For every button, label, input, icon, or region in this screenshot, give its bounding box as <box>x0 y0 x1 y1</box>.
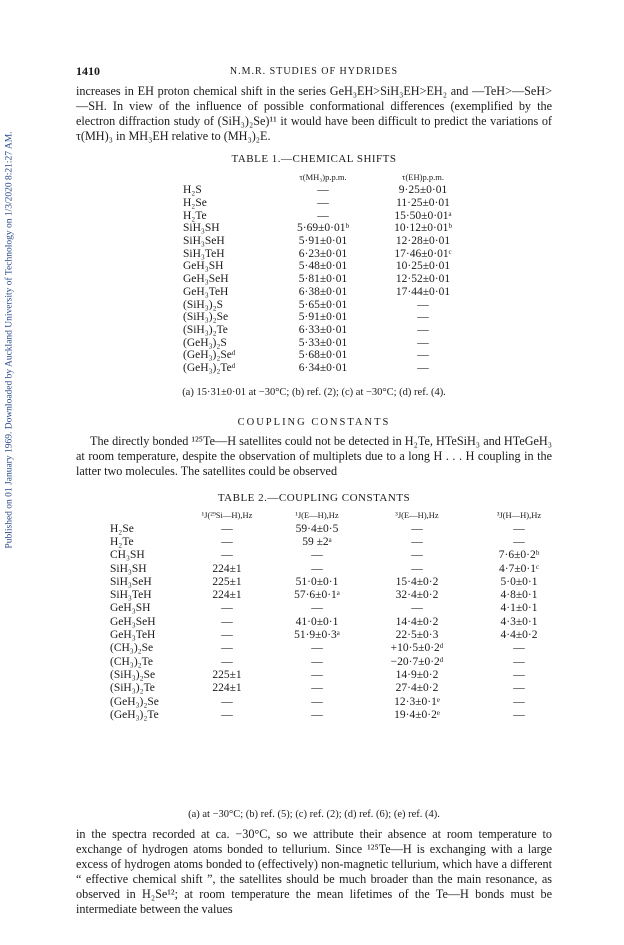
value-cell: — <box>311 668 323 681</box>
value-cell: 4·8±0·1 <box>500 589 538 602</box>
value-cell: 4·3±0·1 <box>500 615 538 628</box>
value-cell: — <box>513 695 525 708</box>
value-cell: 11·25±0·01 <box>396 197 450 210</box>
column-header: τ(EH)p.p.m. <box>402 172 444 182</box>
paragraph-exchange: in the spectra recorded at ca. −30°C, so we attribute their absence at room temperature to exchange of hydrogen atoms bonded to tellurium. Since ¹²⁵Te—H is exchanging with a large excess of hydrogen atoms bonded to (effectively) non-magnetic tellurium, which have a different “ effective chemical shift ”, the satellites should be much broader than the main resonance, as observed in H₂Se¹²; at room temperature the mean lifetimes of the Te—H bonds must be intermediate between the values <box>76 827 552 916</box>
chemical-shifts-table <box>183 170 473 374</box>
value-cell: — <box>311 695 323 708</box>
value-cell: 32·4±0·2 <box>395 589 439 602</box>
table-row <box>110 602 566 615</box>
value-cell: — <box>221 655 233 668</box>
value-cell: 27·4±0·2 <box>395 682 439 695</box>
table-row <box>110 708 566 721</box>
value-cell: 5·69±0·01ᵇ <box>296 222 350 235</box>
value-cell: 51·0±0·1 <box>295 575 339 588</box>
compound-cell: (GeH₃)₂Seᵈ <box>183 349 236 362</box>
table-row <box>183 235 473 248</box>
value-cell: 12·52±0·01 <box>395 273 451 286</box>
table-row <box>183 336 473 349</box>
table-row <box>183 247 473 260</box>
compound-cell: H₂Se <box>183 197 207 210</box>
column-header: τ(MH₃)p.p.m. <box>299 172 347 182</box>
value-cell: — <box>311 708 323 721</box>
value-cell: — <box>311 642 323 655</box>
value-cell: 7·6±0·2ᵇ <box>498 549 540 562</box>
coupling-constants-table <box>110 508 566 721</box>
value-cell: — <box>417 311 429 324</box>
compound-cell: SiH₃SH <box>110 562 147 575</box>
compound-cell: (SiH₃)₂Se <box>110 668 156 681</box>
value-cell: — <box>513 655 525 668</box>
table-row <box>183 197 473 210</box>
value-cell: — <box>411 549 423 562</box>
table2-footnote: (a) at −30°C; (b) ref. (5); (c) ref. (2); (d) ref. (6); (e) ref. (4). <box>188 809 440 820</box>
compound-cell: SiH₃TeH <box>110 589 152 602</box>
compound-cell: H₂Se <box>110 522 134 535</box>
value-cell: 59 ±2ᵃ <box>302 535 332 548</box>
value-cell: — <box>311 562 323 575</box>
value-cell: — <box>513 535 525 548</box>
table1-caption: TABLE 1.—CHEMICAL SHIFTS <box>231 153 397 165</box>
running-title: N.M.R. STUDIES OF HYDRIDES <box>229 66 399 77</box>
compound-cell: SiH₃SeH <box>183 235 225 248</box>
value-cell: 5·81±0·01 <box>298 273 348 286</box>
value-cell: 4·7±0·1ᶜ <box>499 562 539 575</box>
compound-cell: CH₃SH <box>110 549 145 562</box>
value-cell: — <box>221 695 233 708</box>
table-header-row <box>110 508 566 522</box>
value-cell: — <box>411 522 423 535</box>
paragraph-intro: increases in EH proton chemical shift in the series GeH₃EH>SiH₃EH>EH₂ and —TeH>—SeH>—SH. In view of the influence of possible conformational differences (exemplified by the electron diffraction study of (SiH₃)₂Se)¹¹ it would have been difficult to predict the variations of τ(MH)₃ in MH₃EH relative to (MH₃)₂E. <box>76 84 552 143</box>
compound-cell: SiH₃TeH <box>183 247 225 260</box>
value-cell: 10·25±0·01 <box>395 260 451 273</box>
value-cell: — <box>311 655 323 668</box>
table-row <box>110 642 566 655</box>
value-cell: 224±1 <box>212 682 242 695</box>
value-cell: 10·12±0·01ᵇ <box>394 222 452 235</box>
value-cell: — <box>311 549 323 562</box>
table-row <box>110 695 566 708</box>
value-cell: — <box>513 708 525 721</box>
table-row <box>110 615 566 628</box>
table-row <box>183 184 473 197</box>
value-cell: 225±1 <box>212 575 242 588</box>
value-cell: — <box>311 602 323 615</box>
value-cell: 6·34±0·01 <box>298 361 348 374</box>
value-cell: — <box>411 535 423 548</box>
compound-cell: (GeH₃)₂Te <box>110 708 159 721</box>
section-heading: COUPLING CONSTANTS <box>237 417 391 428</box>
compound-cell: (CH₃)₂Se <box>110 642 154 655</box>
compound-cell: GeH₃TeH <box>183 285 229 298</box>
value-cell: 57·6±0·1ᵃ <box>294 589 340 602</box>
table-row <box>110 575 566 588</box>
value-cell: 225±1 <box>212 668 242 681</box>
compound-cell: (GeH₃)₂Se <box>110 695 159 708</box>
value-cell: — <box>221 642 233 655</box>
value-cell: 5·91±0·01 <box>298 311 348 324</box>
value-cell: 6·38±0·01 <box>298 285 348 298</box>
column-header: ³J(H—H),Hz <box>496 510 542 520</box>
value-cell: 41·0±0·1 <box>295 615 339 628</box>
table-row <box>183 324 473 337</box>
paragraph-coupling: The directly bonded ¹²⁵Te—H satellites could not be detected in H₂Te, HTeSiH₃ and HTeGeH₃ at room temperature, despite the observation of multiplets due to a long H . . . H coupling in the latter two molecules. The satellites could be observed <box>76 434 552 478</box>
table-row <box>110 655 566 668</box>
value-cell: 59·4±0·5 <box>295 522 339 535</box>
table-row <box>110 562 566 575</box>
value-cell: — <box>417 298 429 311</box>
value-cell: — <box>411 562 423 575</box>
compound-cell: (GeH₃)₂S <box>183 336 227 349</box>
value-cell: — <box>317 209 329 222</box>
compound-cell: GeH₃SeH <box>110 615 156 628</box>
column-header: ¹J(²⁹Si—H),Hz <box>201 510 253 520</box>
value-cell: 5·91±0·01 <box>298 235 348 248</box>
table1-footnote: (a) 15·31±0·01 at −30°C; (b) ref. (2); (c) at −30°C; (d) ref. (4). <box>182 387 446 398</box>
value-cell: 5·0±0·1 <box>500 575 538 588</box>
table-row <box>183 298 473 311</box>
compound-cell: (SiH₃)₂Se <box>183 311 229 324</box>
table-row <box>183 362 473 375</box>
value-cell: — <box>417 336 429 349</box>
value-cell: 224±1 <box>212 562 242 575</box>
table-row <box>110 682 566 695</box>
column-header <box>183 170 273 184</box>
value-cell: — <box>221 522 233 535</box>
compound-cell: GeH₃SeH <box>183 273 229 286</box>
value-cell: — <box>221 708 233 721</box>
table-row <box>110 535 566 548</box>
compound-cell: (SiH₃)₂Te <box>183 323 228 336</box>
value-cell: 22·5±0·3 <box>395 629 439 642</box>
value-cell: 17·44±0·01 <box>395 285 451 298</box>
value-cell: 6·23±0·01 <box>298 247 348 260</box>
value-cell: — <box>317 197 329 210</box>
value-cell: 4·1±0·1 <box>500 602 538 615</box>
value-cell: — <box>513 642 525 655</box>
compound-cell: GeH₃SH <box>110 602 151 615</box>
table-row <box>183 349 473 362</box>
column-header: ³J(E—H),Hz <box>395 510 439 520</box>
table-row <box>183 286 473 299</box>
value-cell: 19·4±0·2ᵉ <box>394 708 440 721</box>
value-cell: 6·33±0·01 <box>298 323 348 336</box>
value-cell: — <box>221 549 233 562</box>
column-header: ¹J(E—H),Hz <box>295 510 339 520</box>
value-cell: — <box>317 184 329 197</box>
compound-cell: SiH₃SeH <box>110 575 152 588</box>
download-watermark <box>2 60 18 620</box>
compound-cell: GeH₃SH <box>183 260 224 273</box>
value-cell: 224±1 <box>212 589 242 602</box>
compound-cell: H₂Te <box>183 209 207 222</box>
value-cell: 15·4±0·2 <box>395 575 439 588</box>
compound-cell: GeH₃TeH <box>110 629 156 642</box>
value-cell: 4·4±0·2 <box>500 629 538 642</box>
page-number: 1410 <box>76 64 100 78</box>
value-cell: 12·28±0·01 <box>395 235 451 248</box>
compound-cell: (SiH₃)₂Te <box>110 682 155 695</box>
value-cell: 5·33±0·01 <box>298 336 348 349</box>
table-row <box>110 549 566 562</box>
column-header <box>110 508 182 522</box>
table-row <box>110 588 566 601</box>
value-cell: — <box>417 349 429 362</box>
value-cell: — <box>221 629 233 642</box>
table-row <box>183 260 473 273</box>
value-cell: 14·9±0·2 <box>395 668 439 681</box>
table-row <box>183 222 473 235</box>
value-cell: −20·7±0·2ᵈ <box>390 655 444 668</box>
value-cell: — <box>221 615 233 628</box>
table2-caption: TABLE 2.—COUPLING CONSTANTS <box>217 492 411 504</box>
value-cell: 14·4±0·2 <box>395 615 439 628</box>
table-row <box>110 628 566 641</box>
value-cell: 5·48±0·01 <box>298 260 348 273</box>
value-cell: — <box>513 668 525 681</box>
compound-cell: (CH₃)₂Te <box>110 655 153 668</box>
compound-cell: (GeH₃)₂Teᵈ <box>183 361 236 374</box>
value-cell: — <box>411 602 423 615</box>
value-cell: 9·25±0·01 <box>398 184 448 197</box>
value-cell: — <box>221 535 233 548</box>
table-row <box>110 668 566 681</box>
value-cell: — <box>311 682 323 695</box>
compound-cell: SiH₃SH <box>183 222 220 235</box>
table-row <box>183 209 473 222</box>
table-header-row <box>183 170 473 184</box>
value-cell: 5·65±0·01 <box>298 298 348 311</box>
download-watermark-text: Published on 01 January 1969. Downloaded by Auckland University of Technology on 1/3/2020 8:21:27 AM. <box>5 131 15 549</box>
value-cell: 51·9±0·3ᵃ <box>294 629 340 642</box>
compound-cell: H₂S <box>183 184 202 197</box>
compound-cell: (SiH₃)₂S <box>183 298 223 311</box>
value-cell: — <box>221 602 233 615</box>
value-cell: — <box>513 522 525 535</box>
value-cell: — <box>513 682 525 695</box>
value-cell: — <box>417 323 429 336</box>
table-row <box>183 273 473 286</box>
value-cell: 17·46±0·01ᶜ <box>394 247 452 260</box>
value-cell: +10·5±0·2ᵈ <box>390 642 444 655</box>
value-cell: 12·3±0·1ᵉ <box>394 695 440 708</box>
compound-cell: H₂Te <box>110 535 134 548</box>
value-cell: 5·68±0·01 <box>298 349 348 362</box>
table-row <box>110 522 566 535</box>
value-cell: — <box>417 361 429 374</box>
value-cell: 15·50±0·01ᵃ <box>394 209 452 222</box>
table-row <box>183 311 473 324</box>
page-header <box>76 64 552 80</box>
